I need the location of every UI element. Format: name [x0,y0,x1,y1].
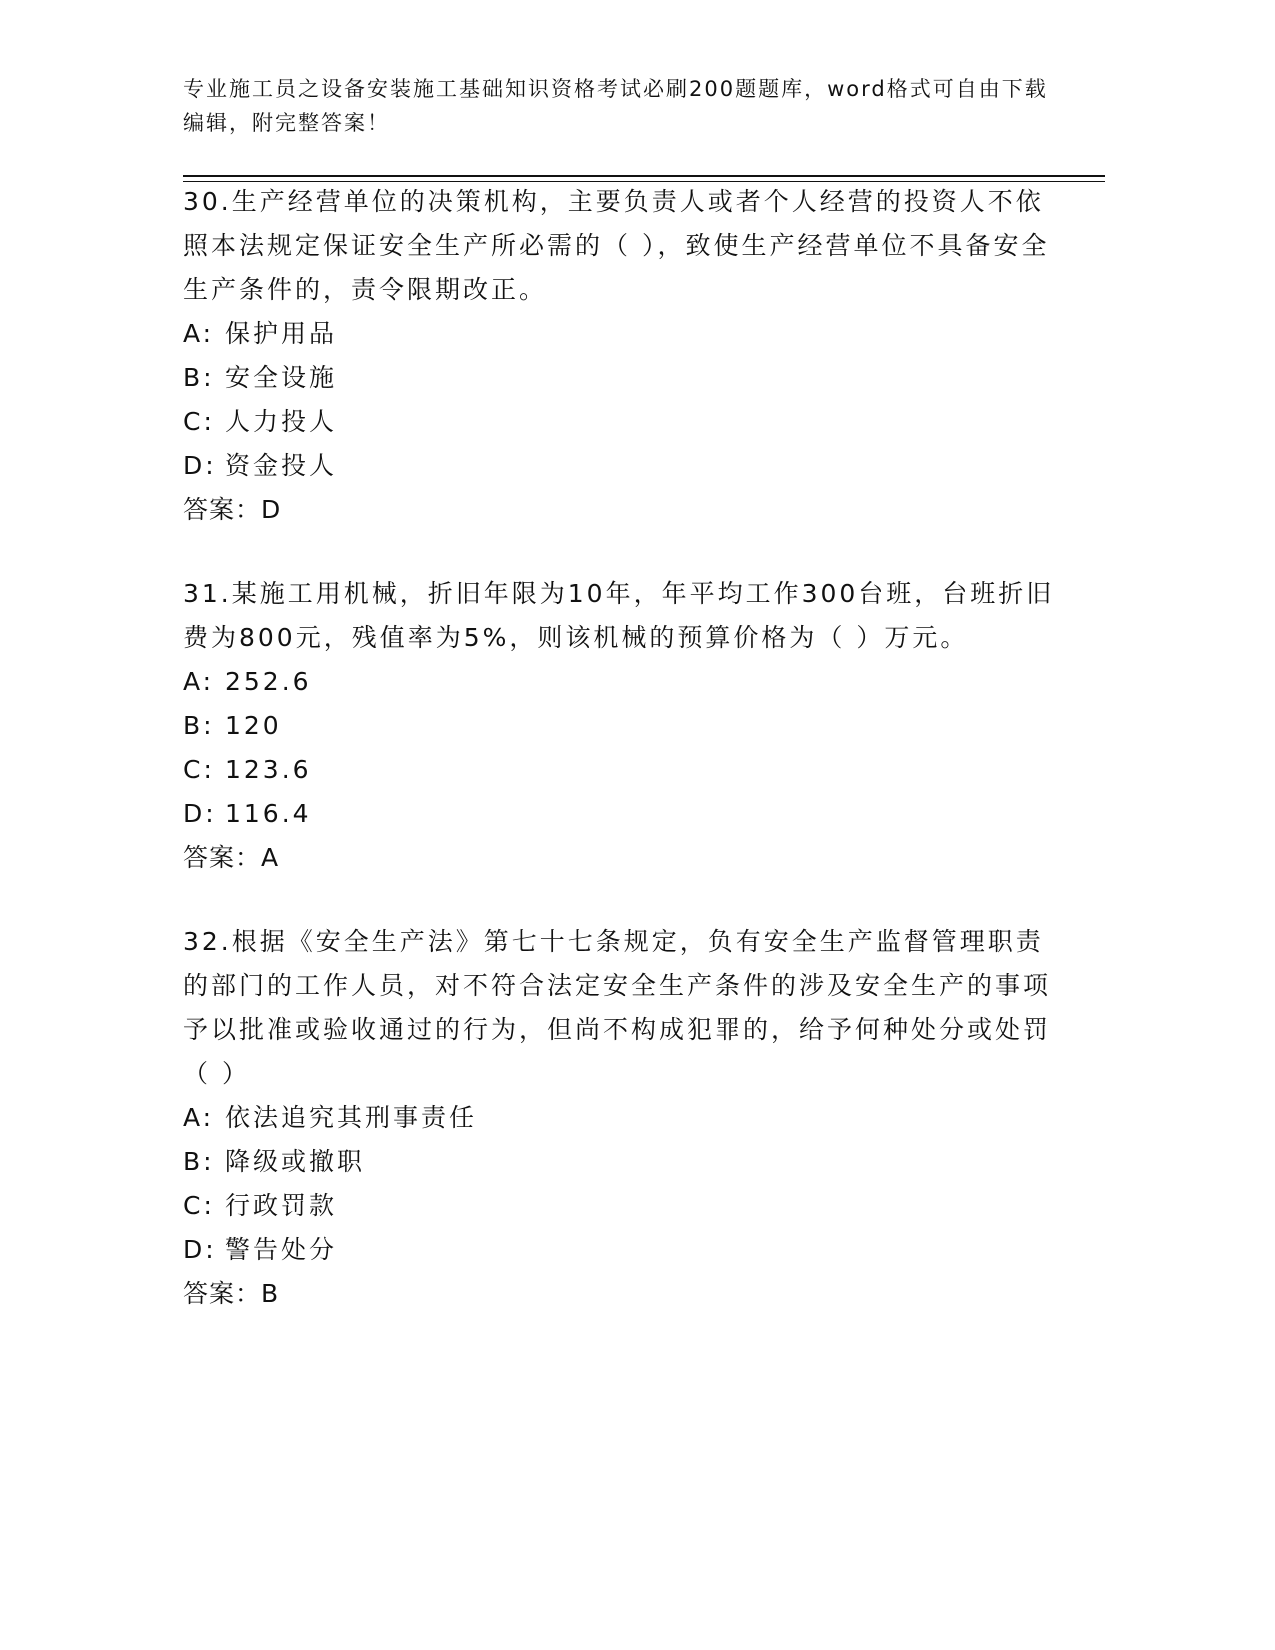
option-text: 警告处分 [225,1235,338,1264]
option-c [183,1184,1063,1228]
option-a [183,312,1063,356]
option-key: A: [183,1103,215,1132]
option-text: 依法追究其刑事责任 [225,1103,478,1132]
option-d [183,1228,1063,1272]
option-key: D: [183,799,217,828]
option-c [183,748,1063,792]
option-key: D: [183,451,217,480]
option-b [183,356,1063,400]
option-key: B: [183,1147,215,1176]
question-32 [183,920,1063,1316]
option-b [183,704,1063,748]
option-text: 116.4 [225,799,312,828]
question-stem: 30.生产经营单位的决策机构，主要负责人或者个人经营的投资人不依照本法规定保证安全生产所必需的（ ），致使生产经营单位不具备安全生产条件的，责令限期改正。 [183,187,1050,304]
option-key: A: [183,319,215,348]
answer: 答案：D [183,495,282,524]
option-text: 行政罚款 [225,1191,338,1220]
answer: 答案：A [183,843,280,872]
option-text: 252.6 [225,667,312,696]
option-b [183,1140,1063,1184]
option-d [183,792,1063,836]
option-text: 降级或撤职 [225,1147,366,1176]
option-text: 120 [225,711,282,740]
header-divider-thick [183,175,1105,177]
question-stem: 32.根据《安全生产法》第七十七条规定，负有安全生产监督管理职责的部门的工作人员，对不符合法定安全生产条件的涉及安全生产的事项予以批准或验收通过的行为，但尚不构成犯罪的，给予何种处分或处罚（ ） [183,927,1052,1088]
option-key: C: [183,407,215,436]
answer: 答案：B [183,1279,280,1308]
option-key: A: [183,667,215,696]
option-text: 安全设施 [225,363,338,392]
option-key: C: [183,1191,215,1220]
option-key: D: [183,1235,217,1264]
option-d [183,444,1063,488]
question-stem: 31.某施工用机械，折旧年限为10年，年平均工作300台班，台班折旧费为800元，残值率为5%，则该机械的预算价格为（ ）万元。 [183,579,1055,652]
option-text: 123.6 [225,755,312,784]
option-key: C: [183,755,215,784]
option-text: 资金投人 [225,451,338,480]
question-31 [183,572,1063,880]
option-c [183,400,1063,444]
question-30 [183,180,1063,532]
option-a [183,1096,1063,1140]
option-key: B: [183,711,215,740]
document-header: 专业施工员之设备安装施工基础知识资格考试必刷200题题库，word格式可自由下载编辑，附完整答案！ [183,77,1048,135]
option-key: B: [183,363,215,392]
option-a [183,660,1063,704]
option-text: 保护用品 [225,319,338,348]
option-text: 人力投人 [225,407,338,436]
